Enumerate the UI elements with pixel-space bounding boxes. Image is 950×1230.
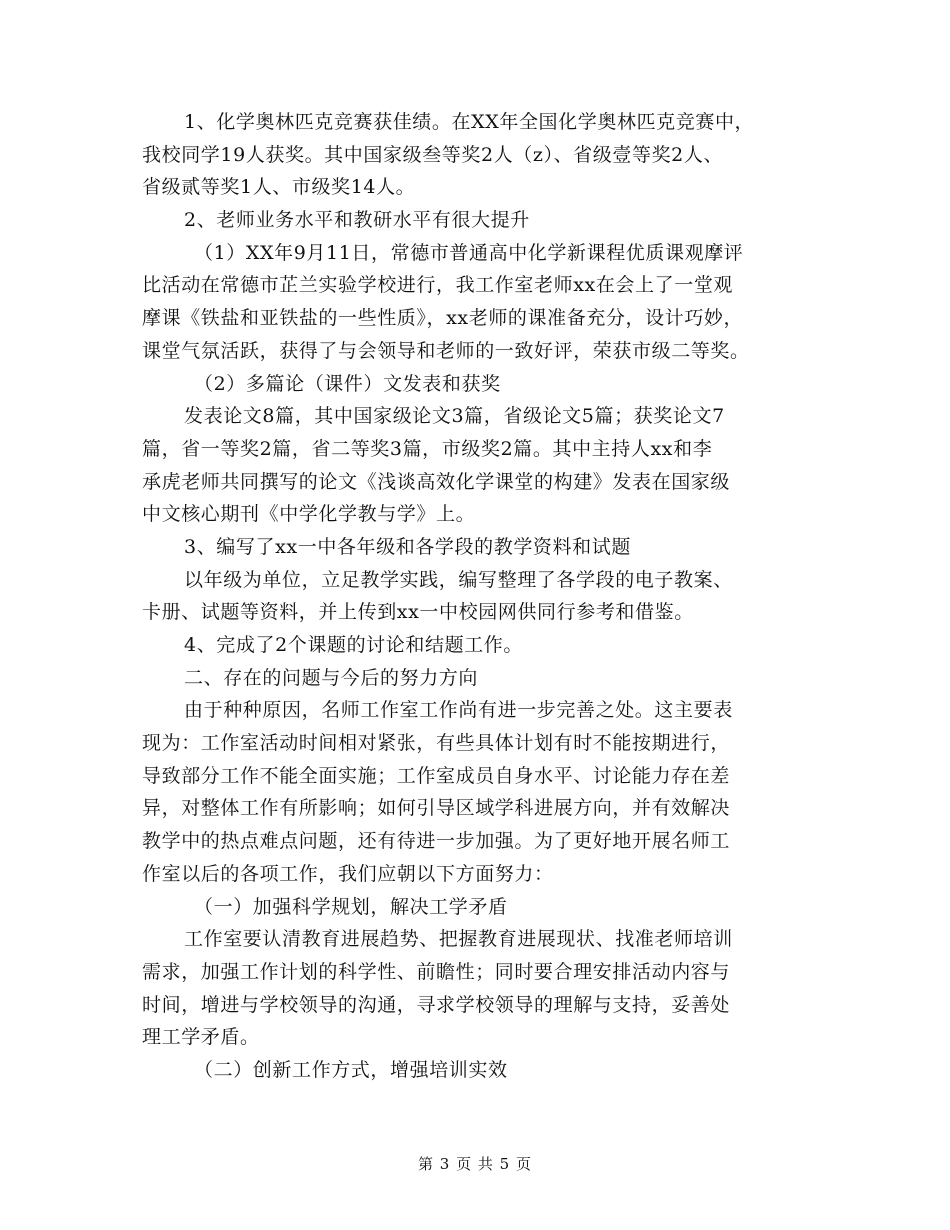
section-heading: 二、存在的问题与今后的努力方向: [184, 666, 479, 689]
text-line: 导致部分工作不能全面实施；工作室成员自身水平、讨论能力存在差: [142, 764, 731, 787]
section-heading: 2、老师业务水平和教研水平有很大提升: [184, 209, 530, 232]
text-line: 摩课《铁盐和亚铁盐的一些性质》，xx老师的课准备充分，设计巧妙，: [142, 307, 744, 330]
page-number: 第 3 页 共 5 页: [418, 1155, 532, 1173]
text-line: 需求，加强工作计划的科学性、前瞻性；同时要合理安排活动内容与: [142, 960, 731, 983]
section-heading: （一）加强科学规划，解决工学矛盾: [194, 895, 508, 918]
text-line: 时间，增进与学校领导的沟通，寻求学校领导的理解与支持，妥善处: [142, 993, 731, 1016]
text-line: 发表论文8篇，其中国家级论文3篇，省级论文5篇；获奖论文7: [184, 405, 725, 428]
document-body: [142, 106, 810, 1087]
text-line: 作室以后的各项工作，我们应朝以下方面努力：: [142, 862, 554, 885]
text-line: 省级贰等奖1人、市级奖14人。: [142, 176, 416, 199]
text-line: 卡册、试题等资料，并上传到xx一中校园网供同行参考和借鉴。: [142, 601, 694, 624]
text-line: 由于种种原因，名师工作室工作尚有进一步完善之处。这主要表: [184, 699, 733, 722]
text-line: 比活动在常德市芷兰实验学校进行，我工作室老师xx在会上了一堂观: [142, 274, 734, 297]
text-line: 理工学矛盾。: [142, 1026, 260, 1049]
section-heading: 4、完成了2个课题的讨论和结题工作。: [184, 634, 523, 656]
text-line: 课堂气氛活跃，获得了与会领导和老师的一致好评，荣获市级二等奖。: [142, 339, 750, 362]
text-line: 异，对整体工作有所影响；如何引导区域学科进展方向，并有效解决: [142, 797, 731, 820]
section-heading: （2）多篇论（课件）文发表和获奖: [194, 372, 501, 395]
text-line: 篇，省一等奖2篇，省二等奖3篇，市级奖2篇。其中主持人xx和李: [142, 437, 713, 460]
text-line: 现为：工作室活动时间相对紧张，有些具体计划有时不能按期进行，: [142, 732, 731, 755]
text-line: 我校同学19人获奖。其中国家级叁等奖2人（z）、省级壹等奖2人、: [142, 143, 724, 166]
text-line: 以年级为单位，立足教学实践，编写整理了各学段的电子教案、: [184, 568, 733, 591]
text-line: 工作室要认清教育进展趋势、把握教育进展现状、找准老师培训: [184, 928, 733, 951]
text-line: 承虎老师共同撰写的论文《浅谈高效化学课堂的构建》发表在国家级: [142, 470, 731, 493]
section-heading: 3、编写了xx一中各年级和各学段的教学资料和试题: [184, 535, 631, 558]
text-line: 1、化学奥林匹克竞赛获佳绩。在XX年全国化学奥林匹克竞赛中，: [184, 111, 755, 133]
text-line: 中文核心期刊《中学化学教与学》上。: [142, 503, 476, 526]
text-line: 教学中的热点难点问题，还有待进一步加强。为了更好地开展名师工: [142, 830, 731, 853]
text-line: （1）XX年9月11日，常德市普通高中化学新课程优质课观摩评: [194, 241, 744, 264]
section-heading: （二）创新工作方式，增强培训实效: [194, 1058, 508, 1081]
